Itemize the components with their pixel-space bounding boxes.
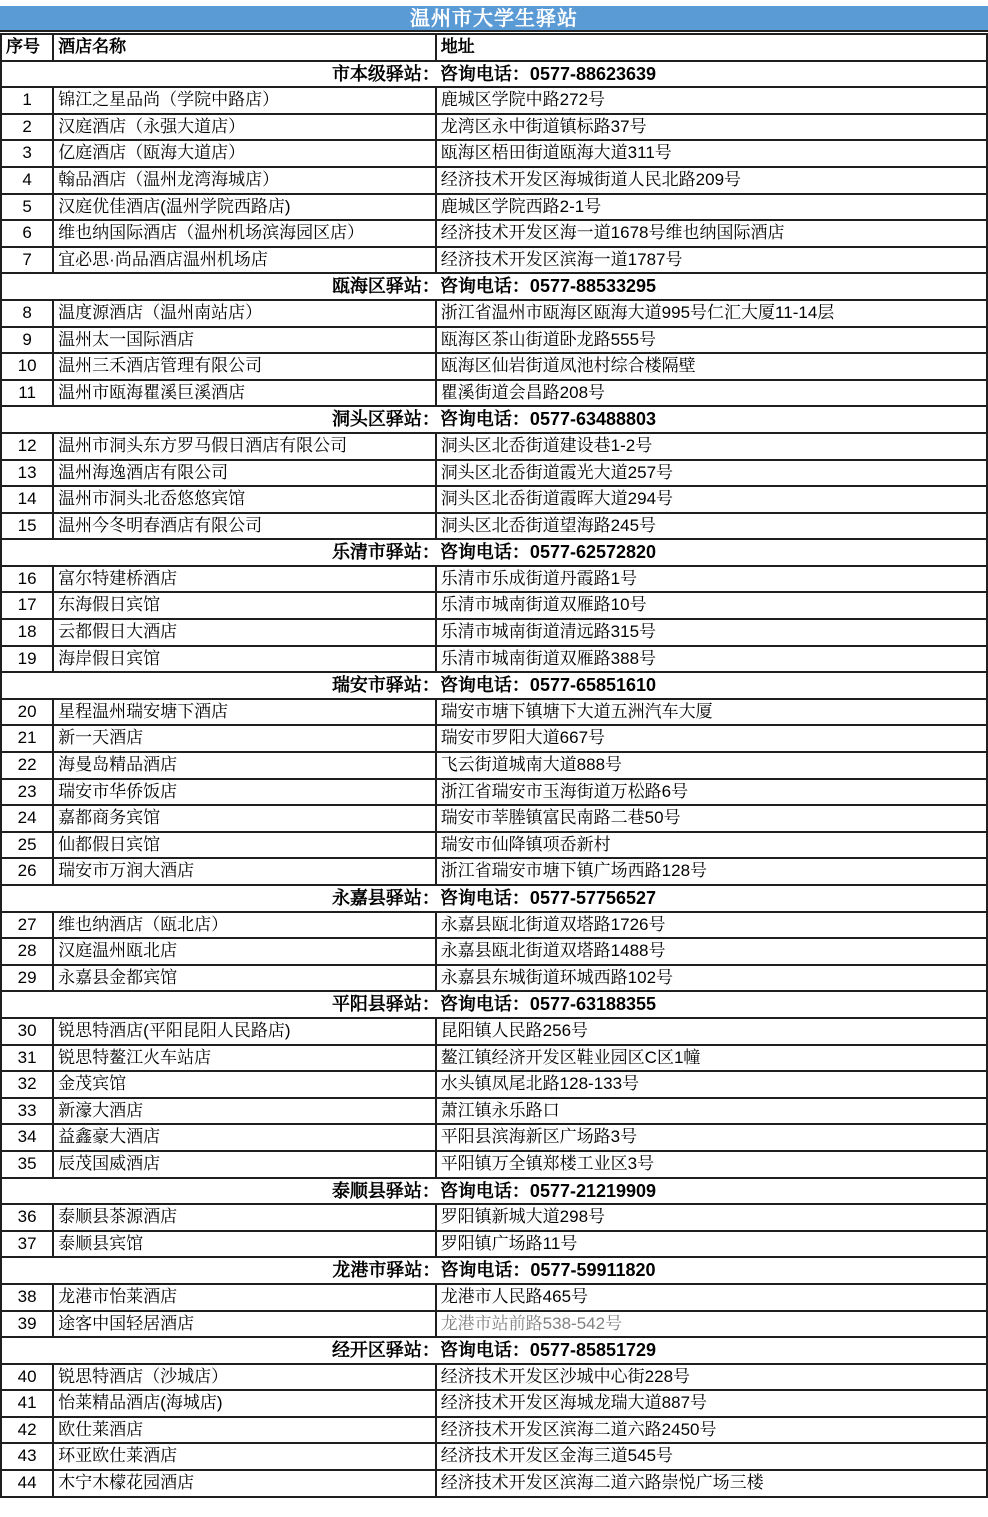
table-row: [1, 220, 987, 247]
address-cell: 浙江省温州市瓯海区瓯海大道995号仁汇大厦11-14层: [436, 300, 987, 327]
row-index: 3: [1, 140, 53, 167]
table-row: [1, 779, 987, 806]
address-cell: 龙港市人民路465号: [436, 1284, 987, 1311]
section-header-label: 永嘉县驿站：咨询电话：0577-57756527: [1, 885, 987, 912]
row-index: 33: [1, 1098, 53, 1125]
address-cell: 龙湾区永中街道镇标路37号: [436, 114, 987, 141]
hotel-name-cell: 温州今冬明春酒店有限公司: [53, 513, 436, 540]
address-cell: 洞头区北岙街道望海路245号: [436, 513, 987, 540]
address-cell: 瑞安市仙降镇项岙新村: [436, 832, 987, 859]
row-index: 8: [1, 300, 53, 327]
hotel-name-cell: 亿庭酒店（瓯海大道店）: [53, 140, 436, 167]
address-cell: 经济技术开发区金海三道545号: [436, 1443, 987, 1470]
table-row: [1, 486, 987, 513]
address-cell: 龙港市站前路538-542号: [436, 1311, 987, 1338]
table-row: [1, 1231, 987, 1258]
row-index: 27: [1, 912, 53, 939]
row-index: 28: [1, 938, 53, 965]
row-index: 35: [1, 1151, 53, 1178]
address-cell: 永嘉县瓯北街道双塔路1488号: [436, 938, 987, 965]
hotel-name-cell: 泰顺县茶源酒店: [53, 1204, 436, 1231]
hotel-name-cell: 温州市洞头北岙悠悠宾馆: [53, 486, 436, 513]
address-cell: 瓯海区梧田街道瓯海大道311号: [436, 140, 987, 167]
row-index: 29: [1, 965, 53, 992]
row-index: 41: [1, 1390, 53, 1417]
hotel-name-cell: 欧仕莱酒店: [53, 1417, 436, 1444]
row-index: 12: [1, 433, 53, 460]
address-cell: 瞿溪街道会昌路208号: [436, 380, 987, 407]
address-cell: 乐清市城南街道双雁路10号: [436, 592, 987, 619]
row-index: 15: [1, 513, 53, 540]
table-row: [1, 965, 987, 992]
row-index: 26: [1, 858, 53, 885]
column-header-name: 酒店名称: [53, 34, 436, 61]
hotel-name-cell: 温州三禾酒店管理有限公司: [53, 353, 436, 380]
address-cell: 平阳县滨海新区广场路3号: [436, 1124, 987, 1151]
hotel-name-cell: 途客中国轻居酒店: [53, 1311, 436, 1338]
table-row: [1, 1311, 987, 1338]
row-index: 13: [1, 460, 53, 487]
hotel-name-cell: 温州太一国际酒店: [53, 327, 436, 354]
row-index: 6: [1, 220, 53, 247]
hotel-name-cell: 温度源酒店（温州南站店）: [53, 300, 436, 327]
hotel-name-cell: 木宁木檬花园酒店: [53, 1470, 436, 1497]
table-row: [1, 1443, 987, 1470]
table-row: [1, 1124, 987, 1151]
address-cell: 瑞安市罗阳大道667号: [436, 725, 987, 752]
section-header-row: [1, 61, 987, 88]
address-cell: 浙江省瑞安市玉海街道万松路6号: [436, 779, 987, 806]
table-row: [1, 566, 987, 593]
section-header-label: 瑞安市驿站：咨询电话：0577-65851610: [1, 672, 987, 699]
table-row: [1, 832, 987, 859]
hotel-name-cell: 汉庭酒店（永强大道店）: [53, 114, 436, 141]
section-header-row: [1, 885, 987, 912]
address-cell: 经济技术开发区滨海二道六路2450号: [436, 1417, 987, 1444]
row-index: 40: [1, 1364, 53, 1391]
row-index: 9: [1, 327, 53, 354]
section-header-row: [1, 991, 987, 1018]
table-row: [1, 353, 987, 380]
row-index: 5: [1, 194, 53, 221]
row-index: 19: [1, 646, 53, 673]
hotel-table: [0, 33, 988, 1498]
table-row: [1, 938, 987, 965]
address-cell: 瑞安市莘塍镇富民南路二巷50号: [436, 805, 987, 832]
address-cell: 罗阳镇广场路11号: [436, 1231, 987, 1258]
hotel-name-cell: 永嘉县金都宾馆: [53, 965, 436, 992]
address-cell: 经济技术开发区海城龙瑞大道887号: [436, 1390, 987, 1417]
table-row: [1, 380, 987, 407]
hotel-name-cell: 龙港市怡莱酒店: [53, 1284, 436, 1311]
table-row: [1, 1071, 987, 1098]
column-header-row: [1, 34, 987, 61]
address-cell: 水头镇凤尾北路128-133号: [436, 1071, 987, 1098]
table-row: [1, 194, 987, 221]
hotel-name-cell: 仙都假日宾馆: [53, 832, 436, 859]
row-index: 22: [1, 752, 53, 779]
table-row: [1, 167, 987, 194]
row-index: 21: [1, 725, 53, 752]
address-cell: 罗阳镇新城大道298号: [436, 1204, 987, 1231]
hotel-name-cell: 金茂宾馆: [53, 1071, 436, 1098]
address-cell: 永嘉县瓯北街道双塔路1726号: [436, 912, 987, 939]
hotel-name-cell: 温州市洞头东方罗马假日酒店有限公司: [53, 433, 436, 460]
address-cell: 瓯海区茶山街道卧龙路555号: [436, 327, 987, 354]
hotel-name-cell: 温州市瓯海瞿溪巨溪酒店: [53, 380, 436, 407]
hotel-name-cell: 益鑫豪大酒店: [53, 1124, 436, 1151]
table-row: [1, 300, 987, 327]
table-row: [1, 725, 987, 752]
address-cell: 乐清市城南街道清远路315号: [436, 619, 987, 646]
table-row: [1, 114, 987, 141]
table-row: [1, 247, 987, 274]
row-index: 17: [1, 592, 53, 619]
table-row: [1, 1098, 987, 1125]
address-cell: 飞云街道城南大道888号: [436, 752, 987, 779]
row-index: 1: [1, 87, 53, 114]
hotel-name-cell: 维也纳国际酒店（温州机场滨海园区店）: [53, 220, 436, 247]
section-header-row: [1, 1178, 987, 1205]
address-cell: 经济技术开发区海城街道人民北路209号: [436, 167, 987, 194]
row-index: 32: [1, 1071, 53, 1098]
row-index: 16: [1, 566, 53, 593]
address-cell: 瑞安市塘下镇塘下大道五洲汽车大厦: [436, 699, 987, 726]
table-row: [1, 140, 987, 167]
row-index: 24: [1, 805, 53, 832]
table-row: [1, 1151, 987, 1178]
table-row: [1, 513, 987, 540]
table-row: [1, 1284, 987, 1311]
hotel-name-cell: 锦江之星品尚（学院中路店）: [53, 87, 436, 114]
table-row: [1, 1045, 987, 1072]
row-index: 34: [1, 1124, 53, 1151]
section-header-label: 洞头区驿站：咨询电话：0577-63488803: [1, 406, 987, 433]
column-header-index: 序号: [1, 34, 53, 61]
hotel-name-cell: 富尔特建桥酒店: [53, 566, 436, 593]
hotel-name-cell: 锐思特鳌江火车站店: [53, 1045, 436, 1072]
table-row: [1, 1364, 987, 1391]
address-cell: 浙江省瑞安市塘下镇广场西路128号: [436, 858, 987, 885]
table-row: [1, 1204, 987, 1231]
address-cell: 乐清市乐成街道丹霞路1号: [436, 566, 987, 593]
section-header-label: 市本级驿站：咨询电话：0577-88623639: [1, 61, 987, 88]
hotel-name-cell: 辰茂国威酒店: [53, 1151, 436, 1178]
table-row: [1, 433, 987, 460]
address-cell: 平阳镇万全镇郑楼工业区3号: [436, 1151, 987, 1178]
row-index: 18: [1, 619, 53, 646]
table-row: [1, 805, 987, 832]
table-row: [1, 699, 987, 726]
hotel-name-cell: 环亚欧仕莱酒店: [53, 1443, 436, 1470]
hotel-name-cell: 泰顺县宾馆: [53, 1231, 436, 1258]
section-header-label: 经开区驿站：咨询电话：0577-85851729: [1, 1337, 987, 1364]
hotel-name-cell: 新濠大酒店: [53, 1098, 436, 1125]
address-cell: 洞头区北岙街道建设巷1-2号: [436, 433, 987, 460]
section-header-label: 乐清市驿站：咨询电话：0577-62572820: [1, 539, 987, 566]
row-index: 11: [1, 380, 53, 407]
section-header-row: [1, 1337, 987, 1364]
hotel-name-cell: 海曼岛精品酒店: [53, 752, 436, 779]
table-body: [1, 61, 987, 1497]
hotel-name-cell: 新一天酒店: [53, 725, 436, 752]
section-header-row: [1, 406, 987, 433]
row-index: 7: [1, 247, 53, 274]
table-row: [1, 1018, 987, 1045]
column-header-address: 地址: [436, 34, 987, 61]
address-cell: 萧江镇永乐路口: [436, 1098, 987, 1125]
row-index: 23: [1, 779, 53, 806]
page-title: 温州市大学生驿站: [0, 6, 988, 32]
row-index: 31: [1, 1045, 53, 1072]
hotel-name-cell: 汉庭优佳酒店(温州学院西路店): [53, 194, 436, 221]
row-index: 39: [1, 1311, 53, 1338]
table-row: [1, 912, 987, 939]
address-cell: 经济技术开发区海一道1678号维也纳国际酒店: [436, 220, 987, 247]
table-row: [1, 87, 987, 114]
row-index: 38: [1, 1284, 53, 1311]
section-header-label: 瓯海区驿站：咨询电话：0577-88533295: [1, 273, 987, 300]
hotel-name-cell: 翰品酒店（温州龙湾海城店）: [53, 167, 436, 194]
hotel-name-cell: 海岸假日宾馆: [53, 646, 436, 673]
address-cell: 乐清市城南街道双雁路388号: [436, 646, 987, 673]
section-header-row: [1, 539, 987, 566]
hotel-name-cell: 瑞安市万润大酒店: [53, 858, 436, 885]
address-cell: 经济技术开发区沙城中心街228号: [436, 1364, 987, 1391]
row-index: 43: [1, 1443, 53, 1470]
section-header-label: 平阳县驿站：咨询电话：0577-63188355: [1, 991, 987, 1018]
table-row: [1, 646, 987, 673]
section-header-row: [1, 672, 987, 699]
table-row: [1, 327, 987, 354]
table-row: [1, 752, 987, 779]
address-cell: 鹿城区学院中路272号: [436, 87, 987, 114]
table-row: [1, 460, 987, 487]
hotel-name-cell: 锐思特酒店（沙城店）: [53, 1364, 436, 1391]
address-cell: 经济技术开发区滨海二道六路崇悦广场三楼: [436, 1470, 987, 1497]
hotel-name-cell: 宜必思·尚品酒店温州机场店: [53, 247, 436, 274]
hotel-name-cell: 维也纳酒店（瓯北店）: [53, 912, 436, 939]
address-cell: 永嘉县东城街道环城西路102号: [436, 965, 987, 992]
row-index: 37: [1, 1231, 53, 1258]
row-index: 42: [1, 1417, 53, 1444]
address-cell: 鳌江镇经济开发区鞋业园区C区1幢: [436, 1045, 987, 1072]
hotel-name-cell: 汉庭温州瓯北店: [53, 938, 436, 965]
row-index: 44: [1, 1470, 53, 1497]
hotel-name-cell: 星程温州瑞安塘下酒店: [53, 699, 436, 726]
address-cell: 经济技术开发区滨海一道1787号: [436, 247, 987, 274]
section-header-row: [1, 1257, 987, 1284]
hotel-name-cell: 温州海逸酒店有限公司: [53, 460, 436, 487]
address-cell: 洞头区北岙街道霞晖大道294号: [436, 486, 987, 513]
address-cell: 昆阳镇人民路256号: [436, 1018, 987, 1045]
table-row: [1, 1390, 987, 1417]
table-row: [1, 858, 987, 885]
hotel-name-cell: 嘉都商务宾馆: [53, 805, 436, 832]
row-index: 10: [1, 353, 53, 380]
table-row: [1, 619, 987, 646]
section-header-row: [1, 273, 987, 300]
row-index: 20: [1, 699, 53, 726]
section-header-label: 龙港市驿站：咨询电话：0577-59911820: [1, 1257, 987, 1284]
row-index: 36: [1, 1204, 53, 1231]
row-index: 25: [1, 832, 53, 859]
address-cell: 洞头区北岙街道霞光大道257号: [436, 460, 987, 487]
hotel-name-cell: 东海假日宾馆: [53, 592, 436, 619]
row-index: 30: [1, 1018, 53, 1045]
row-index: 14: [1, 486, 53, 513]
table-row: [1, 1470, 987, 1497]
row-index: 2: [1, 114, 53, 141]
hotel-name-cell: 云都假日大酒店: [53, 619, 436, 646]
hotel-name-cell: 怡莱精品酒店(海城店): [53, 1390, 436, 1417]
row-index: 4: [1, 167, 53, 194]
table-row: [1, 1417, 987, 1444]
table-row: [1, 592, 987, 619]
section-header-label: 泰顺县驿站：咨询电话：0577-21219909: [1, 1178, 987, 1205]
hotel-name-cell: 锐思特酒店(平阳昆阳人民路店): [53, 1018, 436, 1045]
address-cell: 瓯海区仙岩街道凤池村综合楼隔壁: [436, 353, 987, 380]
hotel-name-cell: 瑞安市华侨饭店: [53, 779, 436, 806]
address-cell: 鹿城区学院西路2-1号: [436, 194, 987, 221]
